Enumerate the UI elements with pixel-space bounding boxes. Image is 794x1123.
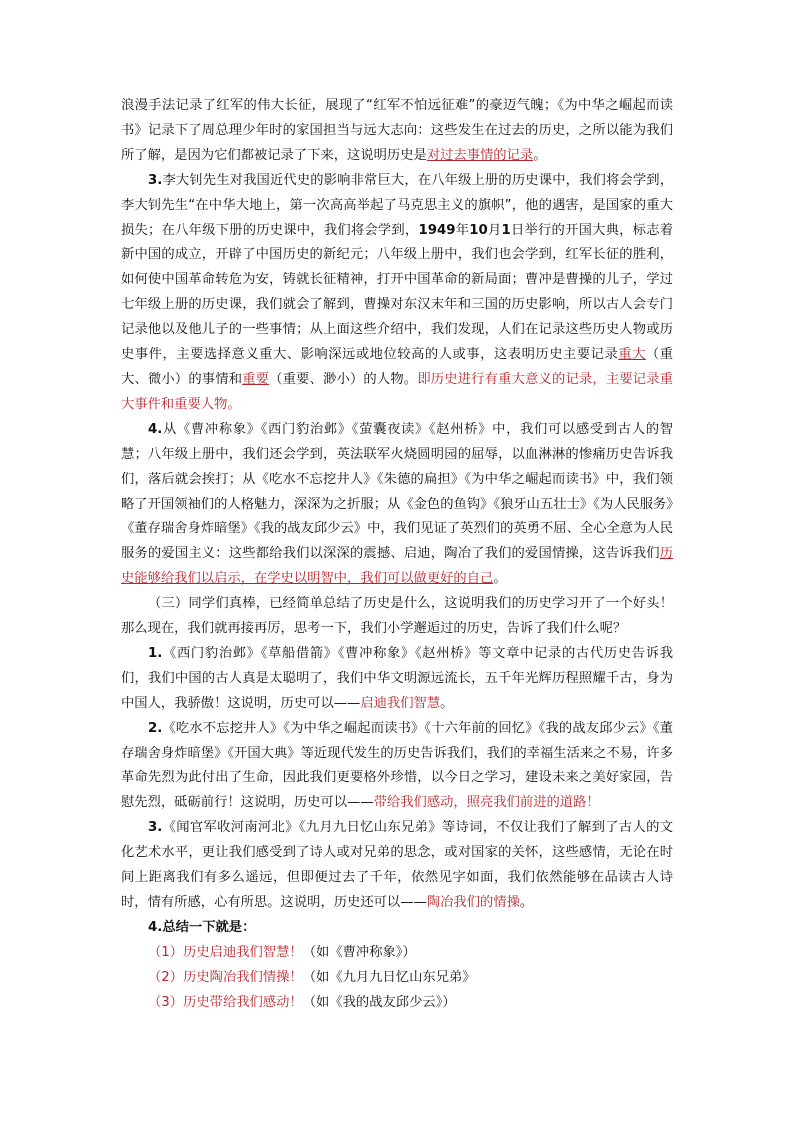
item-number: 3.	[148, 172, 163, 188]
day: 1	[501, 222, 511, 238]
month: 10	[469, 222, 488, 238]
text: 日举行的开国大典，标志着新中国的成立，开辟了中国历史的新纪元；八年级上册中，我们也会学到，红军长征的胜利，如何使中国革命转危为安，铸就长征精神，打开中国革命的新局面；曹冲是曹操的儿子，学过七年级上册的历史课，我们就会了解到，曹操对东汉末年和三国的历史影响，所以古人会专门记录他以及他儿子的一些事情；从上面这些介绍中，我们发现，人们在记录这些历史人物或历史事件，主要选择意义重大、影响深远或地位较高的人或事，这表明历史主要记录	[121, 222, 674, 363]
paragraph-3	[121, 169, 673, 418]
text: 浪漫手法记录了红军的伟大长征，展现了“红军不怕远征难”的豪迈气魄；《为中华之崛起而读书》记录下了周总理少年时的家国担当与远大志向：这些发生在过去的历史，之所以能为我们所了解，是因为它们都被记录了下来，这说明历史是	[121, 98, 673, 163]
answer-text: 带给我们感动，照亮我们前进的道路！	[373, 795, 600, 811]
answer-text: 重大	[618, 347, 646, 363]
question-1	[121, 642, 673, 717]
text: 年	[455, 222, 470, 238]
summary-number: （1）	[148, 944, 184, 960]
question-3	[121, 816, 673, 916]
answer-text: 重要	[242, 371, 270, 387]
summary-answer: 历史带给我们感动！	[183, 994, 303, 1010]
document-page	[121, 94, 673, 1016]
section-3-intro	[121, 592, 673, 642]
year: 1949	[418, 222, 456, 238]
text: 。	[493, 571, 507, 587]
item-number: 4.	[148, 919, 163, 935]
summary-example: （如《曹冲称象》）	[302, 944, 416, 960]
answer-text: 陶冶我们的情操	[426, 895, 520, 910]
answer-text: 对过去事情的记录	[426, 147, 534, 163]
item-number: 2.	[148, 720, 163, 736]
summary-item	[121, 966, 673, 991]
text: 总结一下就是：	[162, 919, 256, 935]
summary-item	[121, 991, 673, 1016]
text: 。	[519, 895, 534, 910]
summary-example: （如《九月九日忆山东兄弟》	[302, 969, 476, 985]
text: 《闻官军收河南河北》《九月九日忆山东兄弟》等诗词，不仅让我们了解到了古人的文化艺术水平，更让我们感受到了诗人或对兄弟的思念，或对国家的关怀，这些感情，无论在时间上距离我们有多么遥远，但即便过去了千年，依然见字如面，我们依然能够在品读古人诗时，情有所感，心有所思。这说明，历史还可以——	[121, 820, 673, 910]
text: 《西门豹治邺》《草船借箭》《曹冲称象》《赵州桥》等文章中记录的古代历史告诉我们，我们中国的古人真是太聪明了，我们中华文明源远流长，五千年光辉历程照耀千古，身为中国人，我骄傲！这说明，历史可以——	[121, 645, 673, 711]
summary-answer: 历史启迪我们智慧！	[183, 944, 303, 960]
text: 。	[440, 695, 454, 711]
item-number: 4.	[148, 421, 163, 437]
question-4	[121, 916, 673, 941]
text: 。	[533, 147, 547, 163]
summary-answer: 历史陶冶我们情操！	[183, 969, 303, 985]
text: （重要、渺小）的人物。	[269, 371, 418, 387]
item-number: 3.	[148, 820, 163, 836]
item-number: 1.	[148, 645, 163, 661]
paragraph-intro	[121, 94, 673, 169]
summary-example: （如《我的战友邱少云》）	[302, 994, 456, 1010]
summary-number: （3）	[148, 994, 184, 1010]
answer-text: 即历史进行有重大意义的记录，主要记录重大事件和重要人物。	[121, 371, 674, 412]
text: 《吃水不忘挖井人》《为中华之崛起而读书》《十六年前的回忆》《我的战友邱少云》《董存瑞舍身炸暗堡》《开国大典》等近现代发生的历史告诉我们，我们的幸福生活来之不易，许多革命先烈为此付出了生命，因此我们更要格外珍惜，以今日之学习，建设未来之美好家园，告慰先烈，砥砺前行！这说明，历史可以——	[121, 720, 673, 811]
paragraph-4	[121, 418, 673, 592]
text: 月	[487, 222, 502, 238]
question-2	[121, 717, 673, 817]
text: （重大、微小）的事情和	[121, 347, 674, 387]
text: 从《曹冲称象》《西门豹治邺》《萤囊夜读》《赵州桥》中，我们可以感受到古人的智慧；八年级上册中，我们还会学到，英法联军火烧圆明园的屈辱，以血淋淋的惨痛历史告诉我们，落后就会挨打；从《吃水不忘挖井人》《朱德的扁担》《为中华之崛起而读书》中，我们领略了开国领袖们的人格魅力，深深为之折服；从《金色的鱼钩》《狼牙山五壮士》《为人民服务》《董存瑞舍身炸暗堡》《我的战友邱少云》中，我们见证了英烈们的英勇不屈、全心全意为人民服务的爱国主义：这些都给我们以深深的震撼、启迪，陶冶了我们的爱国情操，这告诉我们	[121, 421, 673, 562]
text: 李大钊先生对我国近代史的影响非常巨大，在八年级上册的历史课中，我们将会学到，李大钊先生“在中华大地上，第一次高高举起了马克思主义的旗帜”，他的遇害，是国家的重大损失；在八年级下册的历史课中，我们将会学到，	[121, 172, 673, 238]
answer-text: 启迪我们智慧	[360, 695, 441, 711]
summary-item	[121, 941, 673, 966]
summary-number: （2）	[148, 969, 184, 985]
answer-text: 历史能够给我们以启示，在学史以明智中，我们可以做更好的自己	[121, 546, 673, 587]
text: （三）同学们真棒，已经简单总结了历史是什么，这说明我们的历史学习开了一个好头！那么现在，我们就再接再厉，思考一下，我们小学邂逅过的历史，告诉了我们什么呢？	[121, 596, 673, 637]
